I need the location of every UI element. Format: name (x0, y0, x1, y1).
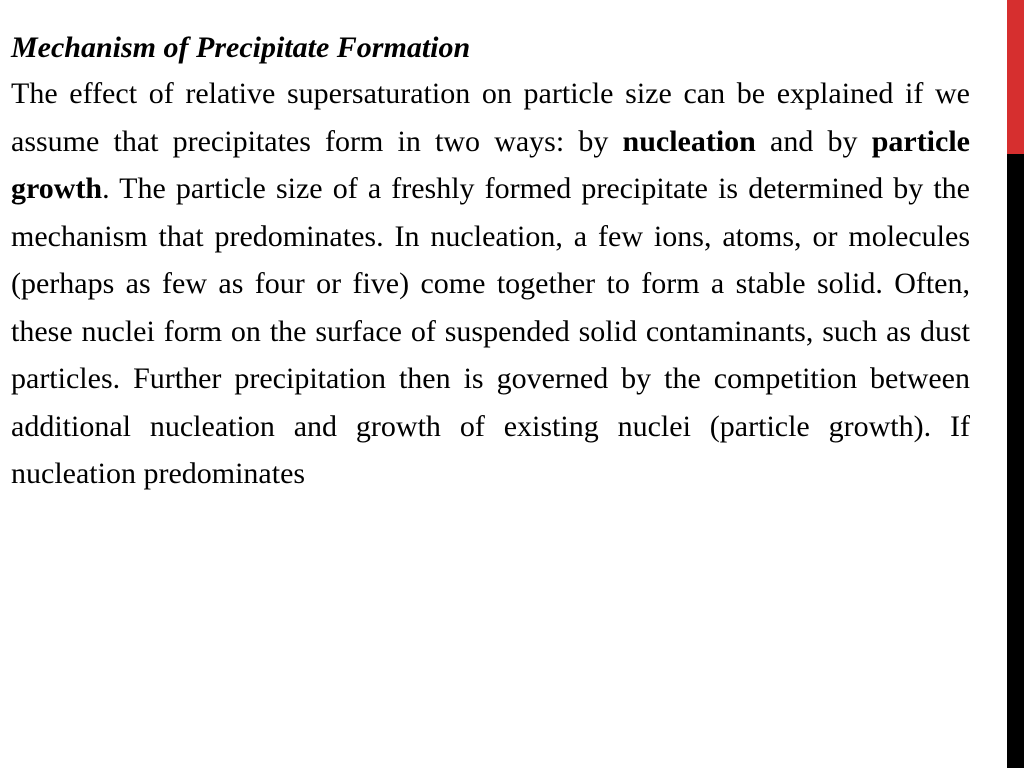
slide-title: Mechanism of Precipitate Formation (11, 31, 471, 64)
paragraph-text-3: . The particle size of a freshly formed precipitate is determined by the mechanism that predominates. In nucleation, a few ions, atoms, or molecules (perhaps as few as four or five) come together to form a stable solid. Often, these nuclei form on the surface of suspended solid contaminants, such as dust particles. Further precipitation then is governed by the competition between additional nucleation and growth of existing nuclei (particle growth). If nucleation predominates (11, 172, 970, 490)
accent-bar-red (1007, 0, 1024, 154)
paragraph-text-1: The effect of relative supersaturation on particle size can be explained if we assume that precipitates form in two ways: by (11, 77, 970, 158)
body-paragraph (11, 70, 970, 498)
accent-bar-black (1007, 154, 1024, 768)
term-particle-growth: particle growth (11, 124, 970, 205)
slide-content (11, 26, 970, 498)
paragraph-text-2: and by (755, 124, 872, 158)
accent-bar (1007, 0, 1024, 768)
term-nucleation: nucleation (622, 124, 756, 158)
